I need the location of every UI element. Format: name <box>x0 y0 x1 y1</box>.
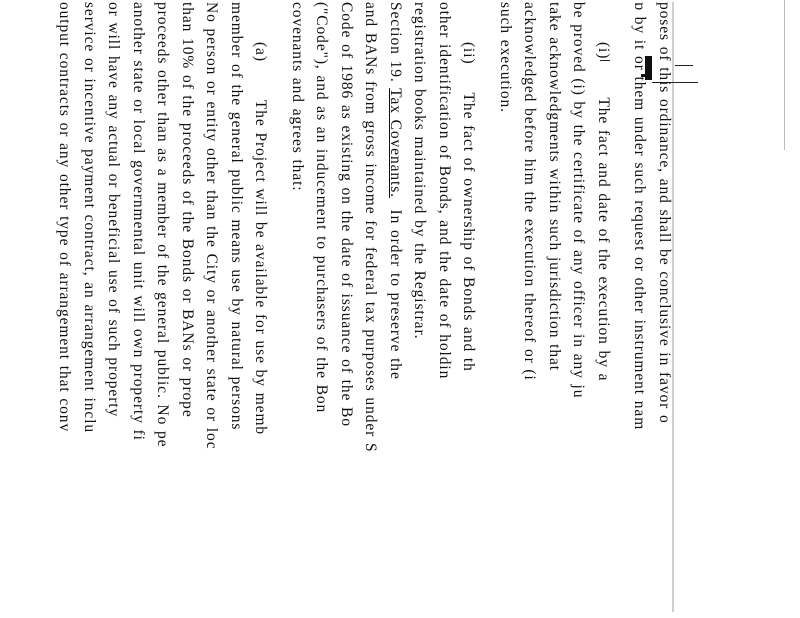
paragraph-ii <box>456 2 481 618</box>
spacer <box>615 2 627 618</box>
text-line: No person or entity other than the City or another state or loc <box>203 2 221 450</box>
text-line: poses of this ordinance, and shall be conclusive in favor o <box>656 2 673 424</box>
text-line: covenants and agrees that: <box>289 2 306 192</box>
text-line: member of the general public means use by natural persons <box>228 2 245 431</box>
item-label: (ii) <box>460 42 478 65</box>
text-line: The Project will be available for use by memb <box>252 99 270 436</box>
text-line: Code of 1986 as existing on the date of issuance of the Bo <box>338 2 355 427</box>
document-text <box>52 2 676 618</box>
text-line: take acknowledgments within such jurisdiction that <box>546 2 563 371</box>
text-line: another state or local governmental unit will own property fi <box>130 2 147 441</box>
text-line: The fact and date of the execution by a <box>595 97 612 382</box>
scan-edge-line <box>784 0 785 150</box>
text-line: than 10% of the proceeds of the Bonds or BANs or prope <box>179 2 196 418</box>
text-line: proceeds other than as a member of the general public. No pe <box>154 2 172 448</box>
text-line: ("Code"), and as an inducement to purchasers of the Bon <box>313 2 331 414</box>
text-line: ɒ by it or them under such request or other instrument nam <box>631 2 649 431</box>
margin-mark <box>675 65 693 66</box>
section-number: Section 19. <box>387 2 404 83</box>
text-line: such execution. <box>497 2 514 113</box>
item-label: (i) <box>595 42 612 60</box>
text-line: In order to preserve the <box>387 209 404 380</box>
item-label: (a) <box>252 42 270 62</box>
paragraph-i <box>591 2 616 618</box>
text-line: The fact of ownership of Bonds and th <box>460 92 478 372</box>
text-line: and BANs from gross income for federal tax purposes under S <box>362 2 380 453</box>
section-title: Tax Covenants. <box>387 88 404 198</box>
text-line: other identification of Bonds, and the date of holdin <box>436 2 453 380</box>
text-line: or will have any actual or beneficial use of such property <box>105 2 123 418</box>
text-line: service or incentive payment contract, an arrangement inclu <box>81 2 98 434</box>
paragraph-a <box>248 2 273 618</box>
spacer <box>481 2 493 618</box>
spacer <box>273 2 285 618</box>
section-19-heading <box>383 2 408 618</box>
text-line: registration books maintained by the Registrar. <box>411 2 429 340</box>
text-line: be proved (i) by the certificate of any officer in any ju <box>570 2 588 399</box>
text-line: acknowledged before him the execution thereof or (i <box>521 2 539 381</box>
text-line: output contracts or any other type of arrangement that conv <box>56 2 74 433</box>
